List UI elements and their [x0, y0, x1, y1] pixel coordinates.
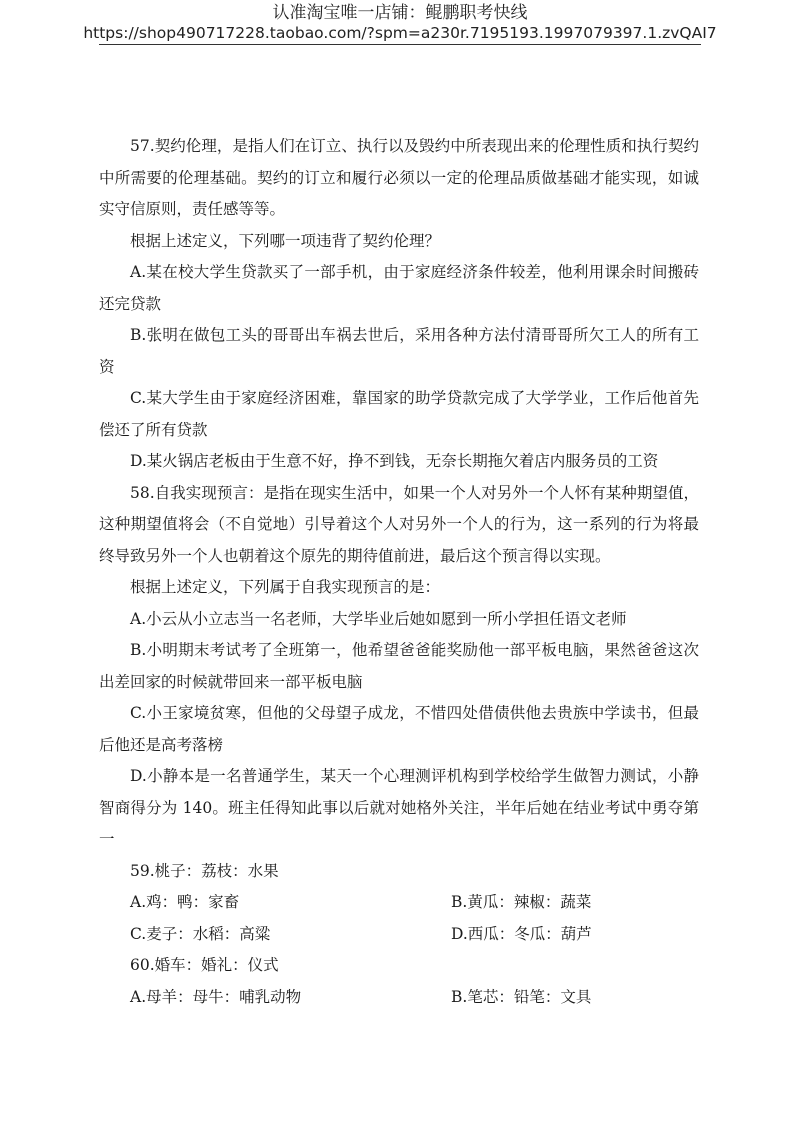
q59-options-row-2	[99, 919, 699, 951]
q58-stem: 58.自我实现预言：是指在现实生活中，如果一个人对另外一个人怀有某种期望值，这种期望值将会（不自觉地）引导着这个人对另外一个人的行为，这一系列的行为将最终导致另外一个人也朝着这个原先的期待值前进，最后这个预言得以实现。	[99, 483, 699, 565]
q57-option-b: B.张明在做包工头的哥哥出车祸去世后，采用各种方法付清哥哥所欠工人的所有工资	[99, 326, 699, 376]
q60-option-b: B.笔芯：铅笔：文具	[451, 987, 592, 1006]
q60-option-a: A.母羊：母牛：哺乳动物	[130, 987, 302, 1006]
q58-question: 根据上述定义，下列属于自我实现预言的是：	[130, 578, 441, 596]
shop-url[interactable]: https://shop490717228.taobao.com/?spm=a230r.7195193.1997079397.1.zvQAI7	[83, 24, 717, 42]
q58-option-a: A.小云从小立志当一名老师，大学毕业后她如愿到一所小学担任语文老师	[130, 609, 627, 628]
q58-option-c: C.小王家境贫寒，但他的父母望子成龙，不惜四处借债供他去贵族中学读书，但最后他还是高考落榜	[99, 704, 699, 754]
q59-option-a: A.鸡：鸭：家畜	[130, 893, 240, 911]
shop-title: 认准淘宝唯一店铺：鲲鹏职考快线	[272, 3, 528, 23]
q57-option-a: A.某在校大学生贷款买了一部手机，由于家庭经济条件较差，他利用课余时间搬砖还完贷款	[99, 263, 699, 313]
q58-option-b: B.小明期末考试考了全班第一，他希望爸爸能奖励他一部平板电脑，果然爸爸这次出差回家的时候就带回来一部平板电脑	[99, 641, 699, 691]
q57-stem: 57.契约伦理，是指人们在订立、执行以及毁约中所表现出来的伦理性质和执行契约中所需要的伦理基础。契约的订立和履行必须以一定的伦理品质做基础才能实现，如诚实守信原则，责任感等等。	[99, 137, 699, 218]
q59-stem: 59.桃子：荔枝：水果	[130, 861, 279, 880]
q59-option-d: D.西瓜：冬瓜：葫芦	[451, 924, 592, 943]
question-content	[99, 131, 699, 1013]
q59-option-b: B.黄瓜：辣椒：蔬菜	[451, 893, 592, 911]
q59-option-c: C.麦子：水稻：高粱	[130, 924, 271, 943]
q58-option-d: D.小静本是一名普通学生，某天一个心理测评机构到学校给学生做智力测试，小静智商得分为 140。班主任得知此事以后就对她格外关注，半年后她在结业考试中勇夺第一	[99, 767, 699, 848]
q59-options-row-1	[99, 887, 699, 919]
q60-stem: 60.婚车：婚礼：仪式	[130, 956, 279, 974]
q57-question: 根据上述定义，下列哪一项违背了契约伦理？	[130, 231, 441, 250]
q60-options-row-1	[99, 982, 699, 1014]
q57-option-c: C.某大学生由于家庭经济困难，靠国家的助学贷款完成了大学学业，工作后他首先偿还了所有贷款	[99, 389, 699, 439]
header-divider	[99, 44, 701, 45]
q57-option-d: D.某火锅店老板由于生意不好，挣不到钱，无奈长期拖欠着店内服务员的工资	[130, 452, 659, 470]
